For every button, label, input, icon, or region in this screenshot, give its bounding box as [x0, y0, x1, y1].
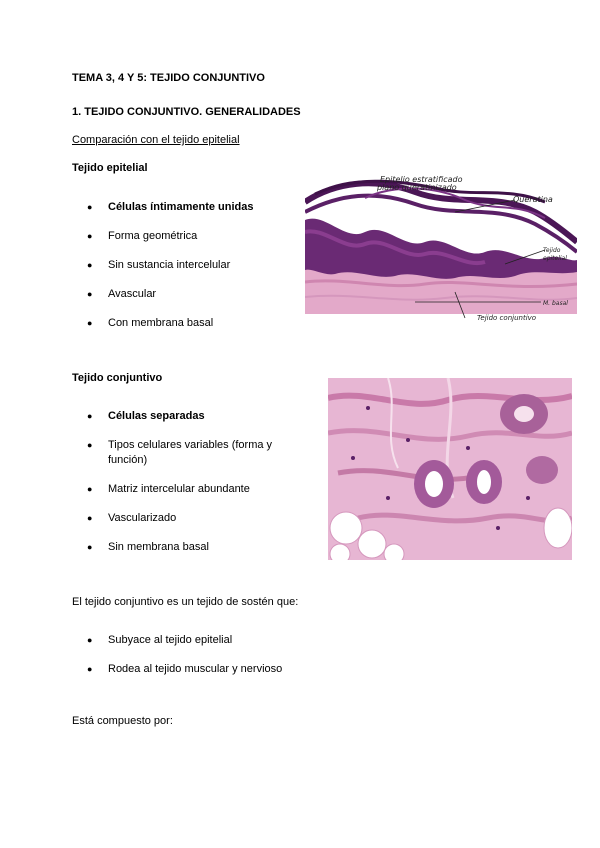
list-item: ● Vascularizado [72, 511, 292, 526]
list-item: ● Tipos celulares variables (forma y función) [72, 438, 292, 468]
sosten-intro: El tejido conjuntivo es un tejido de sostén que: [72, 596, 299, 608]
list-item: ● Células íntimamente unidas [72, 200, 292, 215]
list-item: ● Sin membrana basal [72, 540, 292, 555]
label-tejido-epitelial-2: epitelial [543, 255, 567, 262]
conjuntivo-list [72, 409, 292, 555]
compuesto-text: Está compuesto por: [72, 715, 173, 727]
list-item: ● Sin sustancia intercelular [72, 258, 292, 273]
list-item: ● Matriz intercelular abundante [72, 482, 292, 497]
label-tejido-conjuntivo: Tejido conjuntivo [477, 314, 537, 322]
connective-micrograph [328, 378, 572, 560]
list-item: ● Rodea al tejido muscular y nervioso [72, 662, 372, 677]
label-epitelio: Epitelio estratificado [380, 175, 463, 184]
list-item: ● Con membrana basal [72, 316, 292, 331]
list-item: ● Subyace al tejido epitelial [72, 633, 372, 648]
document-title: TEMA 3, 4 Y 5: TEJIDO CONJUNTIVO [72, 72, 265, 84]
list-item: ● Células separadas [72, 409, 292, 424]
list-item: ● Avascular [72, 287, 292, 302]
label-plano: plano queratinizado [377, 183, 457, 192]
epithelium-micrograph [305, 172, 577, 322]
epitelial-heading: Tejido epitelial [72, 162, 148, 174]
conjuntivo-heading: Tejido conjuntivo [72, 372, 163, 384]
list-item: ● Forma geométrica [72, 229, 292, 244]
section-heading: 1. TEJIDO CONJUNTIVO. GENERALIDADES [72, 106, 301, 118]
epitelial-list [72, 200, 292, 331]
label-queratina: Queratina [513, 195, 553, 204]
label-tejido-epitelial-1: Tejido [543, 247, 561, 254]
label-m-basal: M. basal [543, 300, 568, 307]
comparison-subheading: Comparación con el tejido epitelial [72, 134, 240, 146]
sosten-list [72, 633, 372, 677]
